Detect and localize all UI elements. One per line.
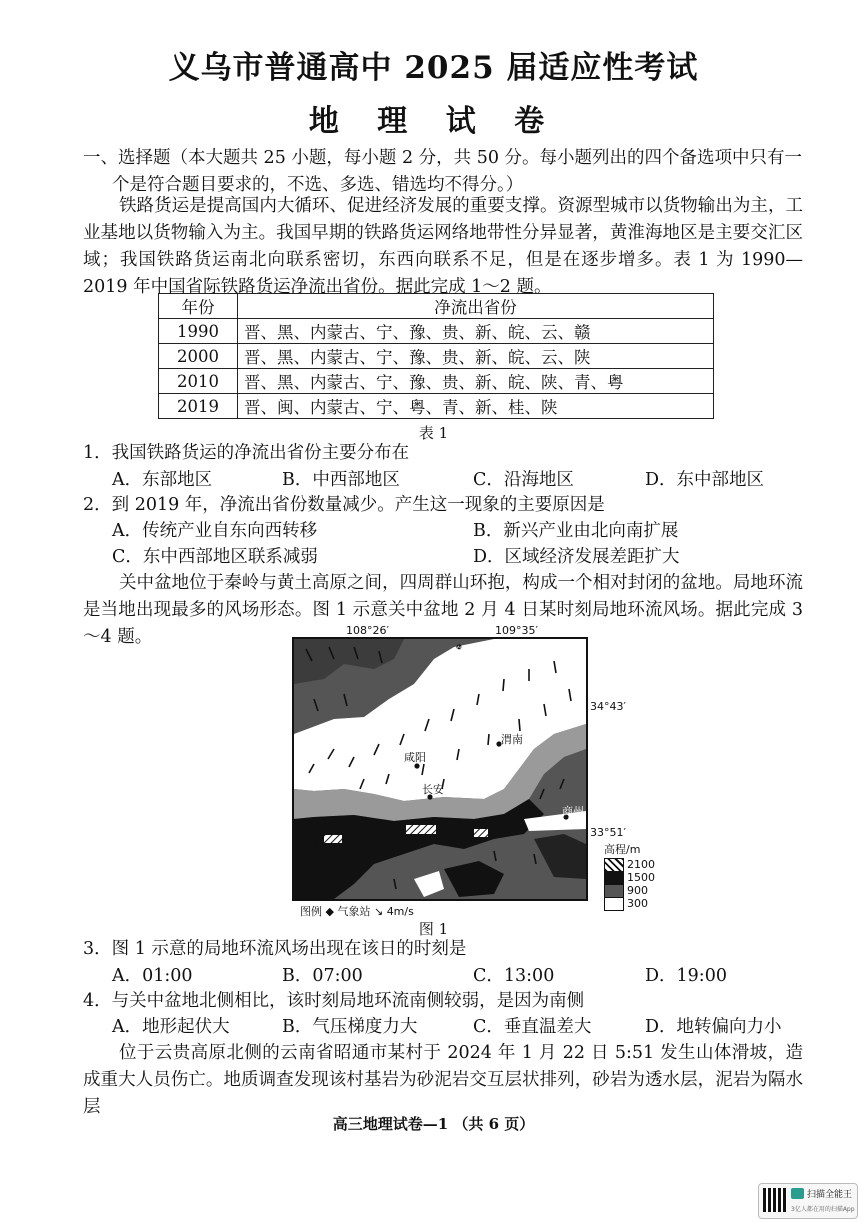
q3-option-c: C．13:00 (473, 966, 555, 986)
q3-option-a: A．01:00 (112, 966, 193, 986)
table-row (159, 319, 714, 344)
elevation-label-2100: 2100 (627, 858, 655, 871)
scanner-sublabel: 3亿人都在用的扫描App (791, 1206, 855, 1213)
table-caption: 表 1 (418, 424, 449, 442)
place-changan: 长安 (422, 783, 444, 796)
figure-lon-right: 109°35′ (495, 624, 538, 637)
table-row (159, 344, 714, 369)
q4-option-a: A．地形起伏大 (112, 1017, 230, 1037)
place-xianyang: 咸阳 (404, 751, 426, 764)
elevation-swatch-900 (604, 884, 624, 898)
passage-landslide: 位于云贵高原北侧的云南省昭通市某村于 2024 年 1 月 22 日 5:51 发生山体滑坡，造成重大人员伤亡。地质调查发现该村基岩为砂泥岩交互层状排列，砂岩为透水层，泥岩为隔水层 (83, 1043, 803, 1117)
table-cell-provinces: 晋、黑、内蒙古、宁、豫、贵、新、皖、陕、青、粤 (238, 369, 714, 394)
table-cell-provinces: 晋、黑、内蒙古、宁、豫、贵、新、皖、云、陕 (238, 344, 714, 369)
q1-option-b: B．中西部地区 (282, 470, 400, 490)
place-shangzhou: 商州 (562, 805, 584, 818)
q4-option-d: D．地转偏向力小 (645, 1017, 782, 1037)
table-cell-year: 1990 (159, 319, 238, 344)
elevation-swatch-2100 (604, 858, 624, 872)
elevation-label-900: 900 (627, 884, 648, 897)
section-header-line1: 一、选择题（本大题共 25 小题，每小题 2 分，共 50 分。每小题列出的四个备选项中只有一 (83, 148, 803, 168)
table-header-year: 年份 (159, 294, 238, 319)
elevation-label-300: 300 (627, 897, 648, 910)
question-1-stem: 1．我国铁路货运的净流出省份主要分布在 (83, 443, 410, 463)
place-weinan: 渭南 (501, 733, 523, 746)
scanner-badge (758, 1183, 858, 1219)
passage-railway: 铁路货运是提高国内大循环、促进经济发展的重要支撑。资源型城市以货物输出为主，工业基地以货物输入为主。我国早期的铁路货运网络地带性分异显著，黄淮海地区是主要交汇区域；我国铁路货运南北向联系密切，东西向联系不足，但是在逐步增多。表 1 为 1990—2019 年中国省际铁路货运净流出省份。据此完成 1～2 题。 (83, 196, 803, 297)
elevation-swatch-300 (604, 897, 624, 911)
figure-lat-bottom: 33°51′ (590, 826, 626, 839)
q1-option-a: A．东部地区 (112, 470, 213, 490)
table-cell-year: 2000 (159, 344, 238, 369)
qr-code-icon (763, 1188, 787, 1212)
table-1 (158, 293, 714, 419)
table-header-row (159, 294, 714, 319)
table-cell-year: 2010 (159, 369, 238, 394)
place-tongchuan: 铜川 (456, 645, 478, 658)
q3-option-d: D．19:00 (645, 966, 727, 986)
legend-wind: 4m/s (386, 905, 414, 918)
q3-option-b: B．07:00 (282, 966, 363, 986)
table-cell-provinces: 晋、黑、内蒙古、宁、豫、贵、新、皖、云、赣 (238, 319, 714, 344)
scanner-label: 扫描全能王 (807, 1190, 853, 1200)
q4-option-b: B．气压梯度力大 (282, 1017, 418, 1037)
figure-lat-top: 34°43′ (590, 700, 626, 713)
section-header-line2: 个是符合题目要求的，不选、多选、错选均不得分。） (112, 175, 524, 195)
cs-logo-icon (791, 1188, 804, 1199)
legend-station: 气象站 (337, 905, 371, 918)
map-legend (300, 903, 414, 919)
elevation-label-1500: 1500 (627, 871, 655, 884)
station-icon: ◆ (325, 905, 338, 918)
legend-prefix: 图例 (300, 905, 322, 918)
q4-option-c: C．垂直温差大 (473, 1017, 592, 1037)
table-header-provinces: 净流出省份 (238, 294, 714, 319)
figure-caption: 图 1 (418, 920, 449, 938)
table-cell-year: 2019 (159, 394, 238, 419)
exam-title: 义乌市普通高中 2025 届适应性考试 (168, 50, 699, 86)
q2-option-c: C．东中西部地区联系减弱 (112, 547, 318, 567)
question-2-stem: 2．到 2019 年，净流出省份数量减少。产生这一现象的主要原因是 (83, 495, 605, 515)
question-4-stem: 4．与关中盆地北侧相比，该时刻局地环流南侧较弱，是因为南侧 (83, 991, 585, 1011)
table-cell-provinces: 晋、闽、内蒙古、宁、粤、青、新、桂、陕 (238, 394, 714, 419)
question-3-stem: 3．图 1 示意的局地环流风场出现在该日的时刻是 (83, 939, 467, 959)
table-row (159, 394, 714, 419)
figure-lon-left: 108°26′ (346, 624, 389, 637)
table-row (159, 369, 714, 394)
q2-option-d: D．区域经济发展差距扩大 (473, 547, 680, 567)
page-footer: 高三地理试卷—1 （共 6 页） (332, 1115, 535, 1133)
subject-title: 地 理 试 卷 (308, 104, 559, 139)
map-terrain (294, 639, 586, 899)
elevation-title: 高程/m (604, 843, 641, 856)
wind-field-map (292, 637, 588, 901)
q1-option-d: D．东中部地区 (645, 470, 765, 490)
q2-option-b: B．新兴产业由北向南扩展 (473, 521, 679, 541)
elevation-swatch-1500 (604, 871, 624, 885)
passage-guanzhong: 关中盆地位于秦岭与黄土高原之间，四周群山环抱，构成一个相对封闭的盆地。局地环流是当地出现最多的风场形态。图 1 示意关中盆地 2 月 4 日某时刻局地环流风场。据此完成 3～4 题。 (83, 573, 803, 647)
q1-option-c: C．沿海地区 (473, 470, 574, 490)
q2-option-a: A．传统产业自东向西转移 (112, 521, 318, 541)
wind-arrow-icon: ↘ (373, 905, 387, 918)
